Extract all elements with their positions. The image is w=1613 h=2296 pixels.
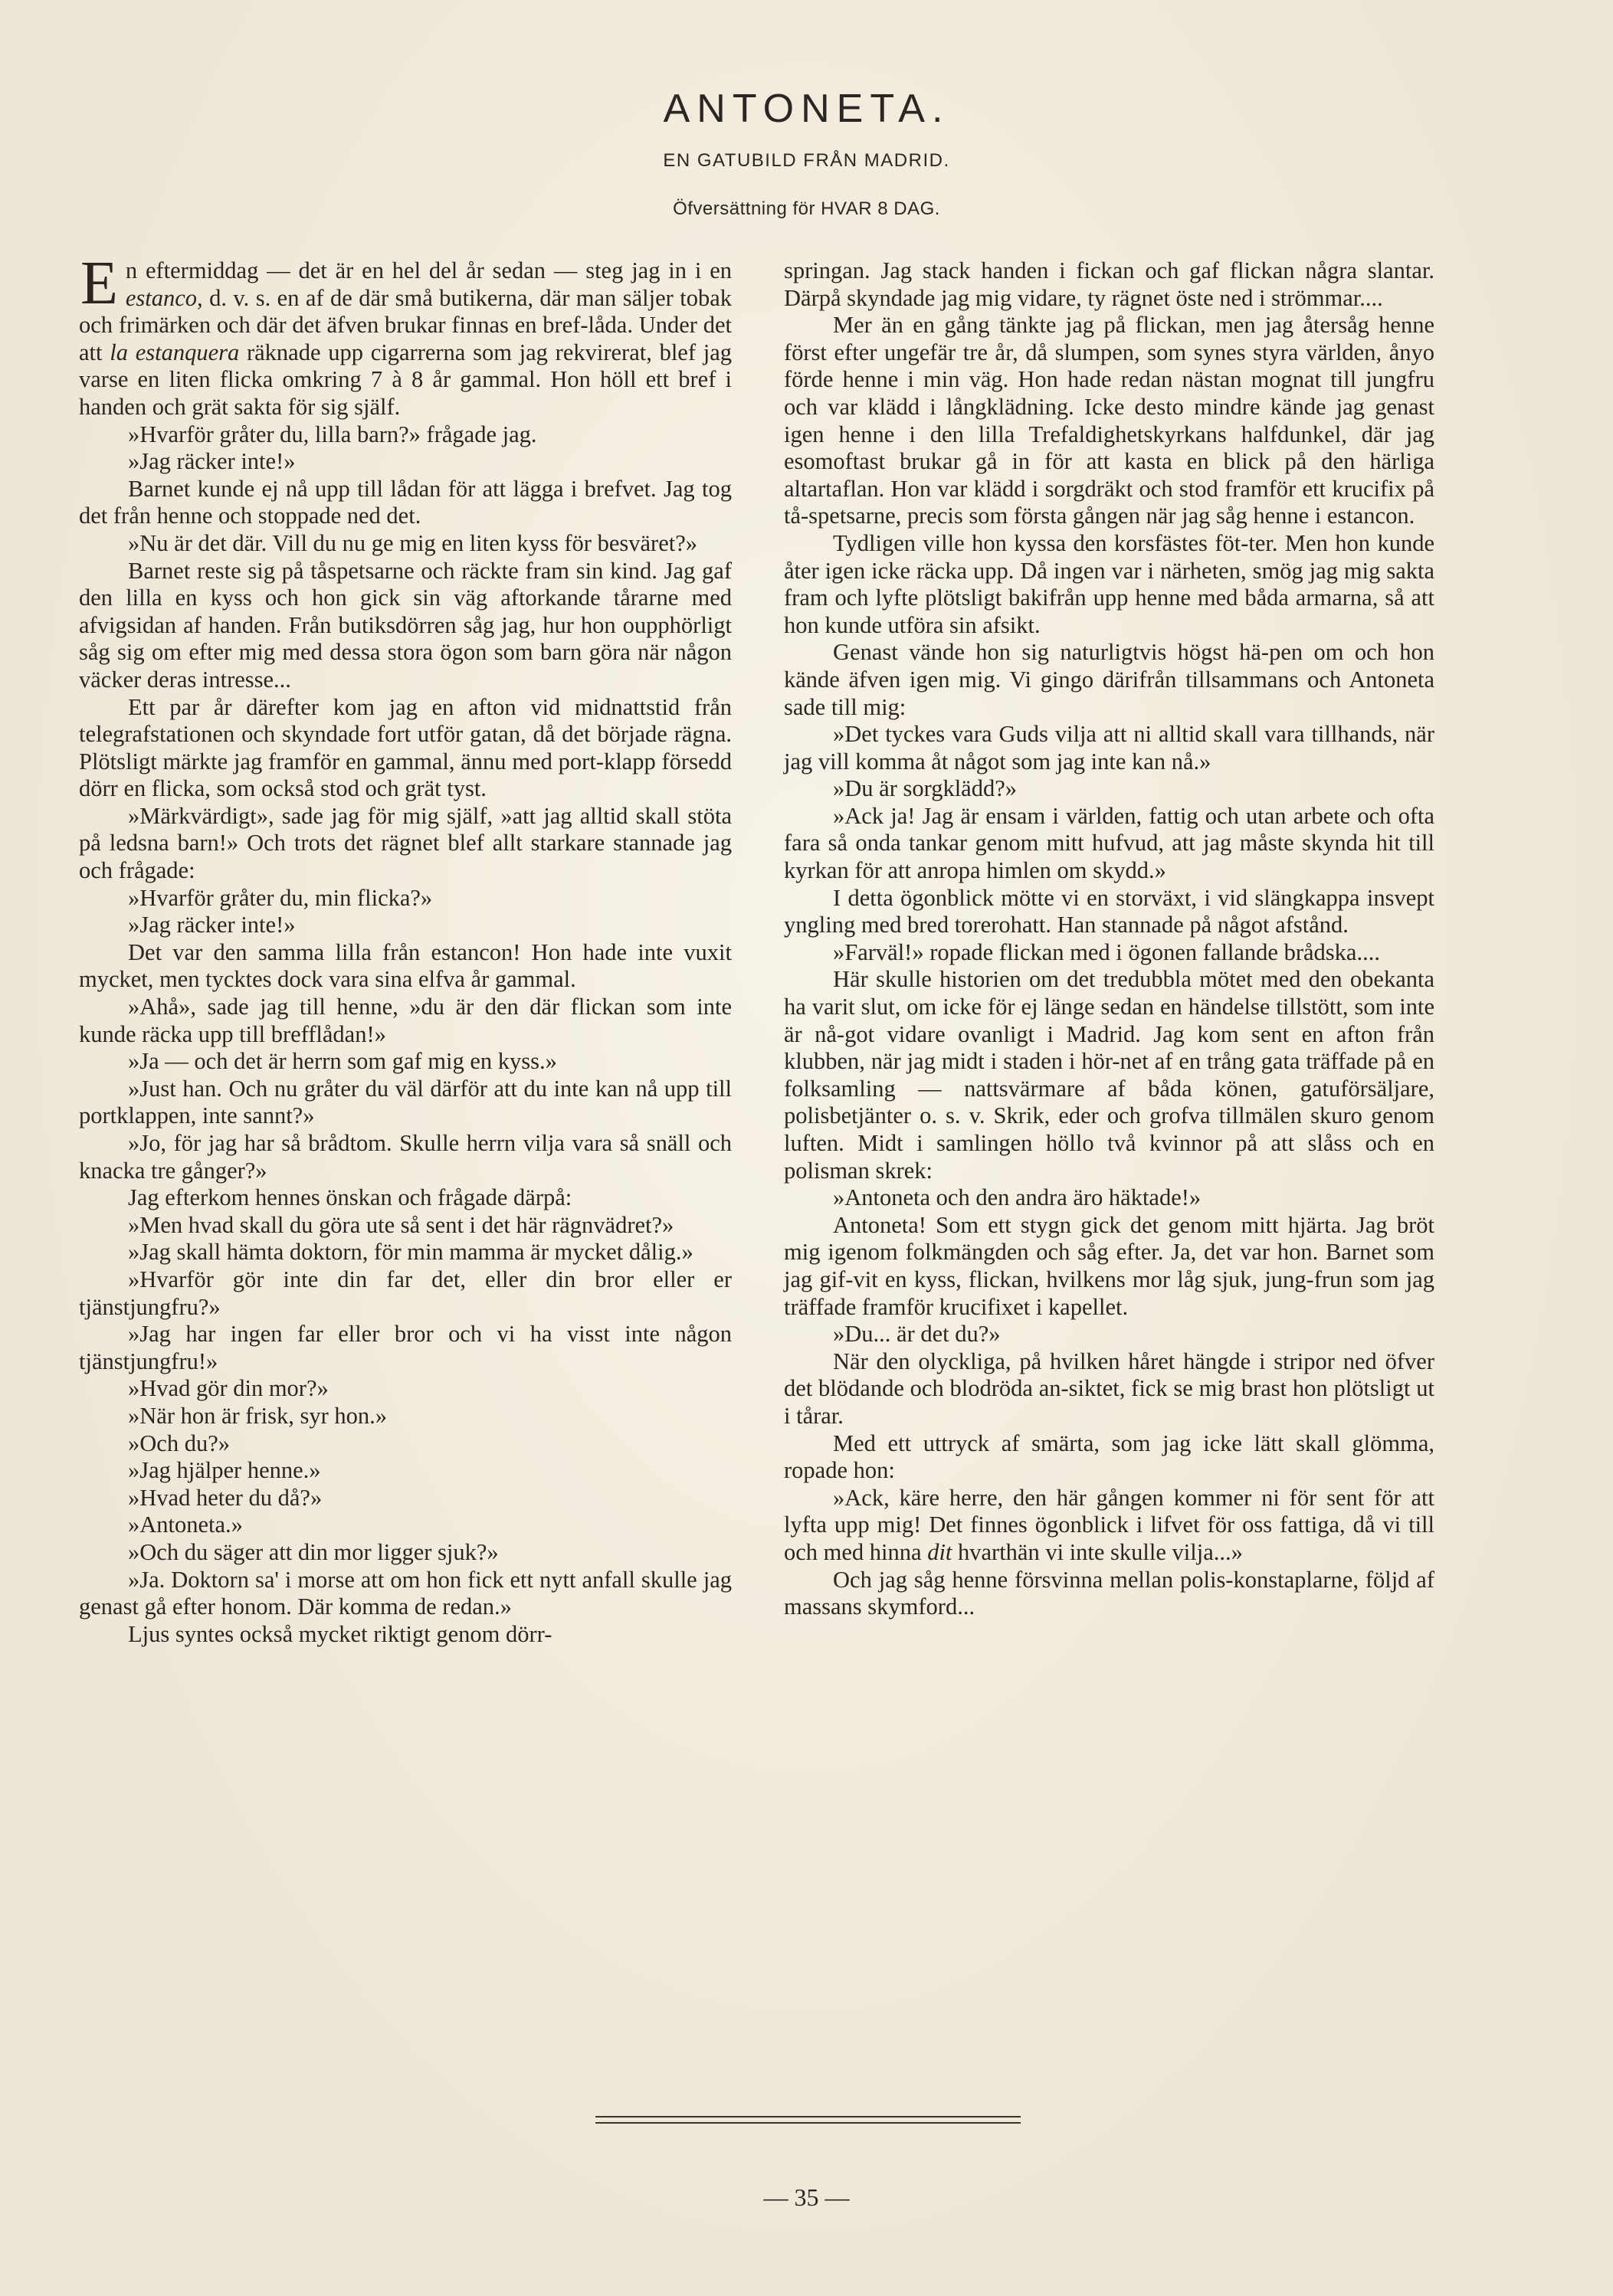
- paragraph: »Ja — och det är herrn som gaf mig en kyss.»: [128, 1048, 557, 1075]
- right-column: [784, 257, 1434, 1621]
- paragraph: »Hvarför gråter du, min flicka?»: [128, 884, 433, 911]
- paragraph: »Jo, för jag har så brådtom. Skulle herrn vilja vara så snäll och knacka tre gånger?»: [79, 1130, 732, 1184]
- paragraph: Ljus syntes också mycket riktigt genom dörr-: [128, 1620, 552, 1647]
- paragraph: »När hon är frisk, syr hon.»: [128, 1402, 387, 1429]
- ack-italic-dit: dit: [927, 1538, 952, 1565]
- ack-text-end: hvarthän vi inte skulle vilja...»: [952, 1538, 1243, 1565]
- paragraph: »Hvad heter du då?»: [128, 1484, 323, 1511]
- paragraph: Tydligen ville hon kyssa den korsfästes föt-ter. Men hon kunde åter igen icke räcka upp. Då ingen var i närheten, smög jag mig sakta fram och lyfte plötsligt bakifrån upp henne med båda armarna, så att hon kunde utföra sin afsikt.: [784, 529, 1434, 638]
- paragraph: Antoneta! Som ett stygn gick det genom mitt hjärta. Jag bröt mig igenom folkmängden och såg efter. Ja, det var hon. Barnet som jag gif-vit en kyss, flickan, hvilkens mor låg sjuk, jung-frun som jag träffade framför krucifixet i kapellet.: [784, 1211, 1434, 1320]
- opening-italic-estanquera: la estanquera: [110, 339, 240, 365]
- paragraph: »Jag räcker inte!»: [128, 448, 296, 475]
- paragraph-ack: [784, 1485, 1434, 1567]
- paragraph: »Antoneta.»: [128, 1512, 243, 1538]
- left-paragraphs: [79, 421, 732, 1649]
- paragraph: »Du är sorgklädd?»: [833, 775, 1017, 802]
- paragraph: »Hvad gör din mor?»: [128, 1375, 329, 1402]
- paragraph: »Ja. Doktorn sa' i morse att om hon fick ett nytt anfall skulle jag genast gå efter honom. Där komma de redan.»: [79, 1566, 732, 1620]
- translation-note: Öfversättning för HVAR 8 DAG.: [673, 198, 940, 219]
- ack-text-start: »Ack, käre herre, den här gången kommer ni för sent för att lyfta upp mig! Det finnes ögonblick i lifvet för oss fattiga, då vi till och med hinna: [784, 1484, 1434, 1565]
- paragraph: »Jag räcker inte!»: [128, 912, 296, 938]
- left-column: [79, 250, 732, 1648]
- footer-rule-bottom: [595, 2122, 1021, 2124]
- opening-italic-estanco: estanco,: [125, 284, 203, 311]
- paragraph: »Antoneta och den andra äro häktade!»: [833, 1184, 1202, 1211]
- paragraph: Det var den samma lilla från estancon! Hon hade inte vuxit mycket, men tycktes dock vara sina elfva år gammal.: [79, 938, 732, 993]
- paragraph: Jag efterkom hennes önskan och frågade därpå:: [128, 1184, 572, 1211]
- opening-paragraph: [79, 250, 732, 421]
- paragraph: »Och du?»: [128, 1430, 230, 1456]
- paragraph: I detta ögonblick mötte vi en storväxt, i vid slängkappa insvept yngling med bred torerohatt. Han stannade på något afstånd.: [784, 884, 1434, 938]
- paragraph: »Jag har ingen far eller bror och vi ha visst inte någon tjänstjungfru!»: [79, 1321, 732, 1374]
- opening-text-start: n eftermiddag — det är en hel del år sedan — steg jag in i en: [125, 257, 732, 283]
- paragraph: Barnet reste sig på tåspetsarne och räckte fram sin kind. Jag gaf den lilla en kyss och hon gick sin väg aftorkande tårarne med afvigsidan af handen. Från butiksdörren såg jag, hur hon oupphörligt såg sig om efter mig med dessa stora ögon som barn göra när någon väcker deras intresse...: [79, 557, 732, 693]
- paragraph: »Ahå», sade jag till henne, »du är den där flickan som inte kunde räcka upp till brefflådan!»: [79, 994, 732, 1047]
- paragraph: När den olyckliga, på hvilken håret hängde i stripor ned öfver det blödande och blodröda an-siktet, fick se mig brast hon plötsligt ut i tårar.: [784, 1348, 1434, 1429]
- paragraph: »Och du säger att din mor ligger sjuk?»: [128, 1538, 499, 1565]
- article-subtitle: EN GATUBILD FRÅN MADRID.: [663, 150, 950, 171]
- closing-paragraph: Och jag såg henne försvinna mellan polis-konstaplarne, följd af massans skymford...: [784, 1566, 1434, 1620]
- paragraph: »Jag hjälper henne.»: [128, 1457, 321, 1484]
- drop-cap: E: [80, 250, 118, 317]
- footer-rule-top: [595, 2116, 1021, 2117]
- paragraph: Med ett uttryck af smärta, som jag icke lätt skall glömma, ropade hon:: [784, 1430, 1434, 1484]
- paragraph: Genast vände hon sig naturligtvis högst hä-pen om och hon kände äfven igen mig. Vi gingo därifrån tillsammans och Antoneta sade till mig:: [784, 639, 1434, 720]
- paragraph: »Just han. Och nu gråter du väl därför att du inte kan nå upp till portklappen, inte sannt?»: [79, 1075, 732, 1129]
- article-title: ANTONETA.: [663, 87, 950, 131]
- paragraph: »Jag skall hämta doktorn, för min mamma är mycket dålig.»: [128, 1239, 693, 1266]
- paragraph: »Men hvad skall du göra ute så sent i det här rägnvädret?»: [128, 1211, 674, 1238]
- paragraph: »Hvarför gråter du, lilla barn?» frågade jag.: [128, 421, 537, 447]
- paragraph: »Ack ja! Jag är ensam i världen, fattig och utan arbete och ofta fara så onda tankar genom mitt hufvud, att jag måste skynda hit till kyrkan för att anropa himlen om skydd.»: [784, 802, 1434, 884]
- opening-text-mid: d. v. s. en af de där små butikerna, där man säljer tobak och frimärken och där det äfven brukar finnas en bref-låda. Under det att: [79, 284, 732, 365]
- paragraph: »Du... är det du?»: [833, 1321, 1001, 1348]
- paragraph: »Det tyckes vara Guds vilja att ni alltid skall vara tillhands, när jag vill komma åt något som jag inte kan nå.»: [784, 721, 1434, 775]
- paragraph: Barnet kunde ej nå upp till lådan för att lägga i brefvet. Jag tog det från henne och stoppade ned det.: [79, 475, 732, 529]
- paragraph: »Märkvärdigt», sade jag för mig själf, »att jag alltid skall stöta på ledsna barn!» Och trots det rägnet blef allt starkare stannade jag och frågade:: [79, 802, 732, 884]
- continuation-paragraph: springan. Jag stack handen i fickan och gaf flickan några slantar. Därpå skyndade jag mig vidare, ty rägnet öste ned i strömmar....: [784, 257, 1434, 311]
- page-number: — 35 —: [763, 2183, 850, 2211]
- paragraph: »Nu är det där. Vill du nu ge mig en liten kyss för besväret?»: [128, 529, 697, 556]
- right-paragraphs: [784, 312, 1434, 1430]
- paragraph: »Farväl!» ropade flickan med i ögonen fallande brådska....: [833, 938, 1380, 965]
- paragraph: Här skulle historien om det tredubbla mötet med den obekanta ha varit slut, om icke för ej länge sedan en händelse tillstött, som inte är nå-got vidare ovanligt i Madrid. Jag kom sent en afton från klubben, när jag midt i staden i hör-net af en trång gata träffade på en folksamling — nattsvärmare af båda könen, gatuförsäljare, polisbetjänter o. s. v. Skrik, eder och grofva tillmälen skuro genom luften. Midt i samlingen höllo två kvinnor på att slåss och en polisman skrek:: [784, 966, 1434, 1184]
- paragraph: »Hvarför gör inte din far det, eller din bror eller er tjänstjungfru?»: [79, 1266, 732, 1320]
- paragraph: Mer än en gång tänkte jag på flickan, men jag återsåg henne först efter ungefär tre år, då slumpen, som synes styra världen, ånyo förde henne i min väg. Hon hade redan nästan mognat till jungfru och var klädd i långklädning. Icke desto mindre kände jag genast igen henne i den lilla Trefaldighetskyrkans halfdunkel, där jag esomoftast brukar gå in för att kasta en blick på den härliga altartaflan. Hon var klädd i sorgdräkt och stod framför ett krucifix på tå-spetsarne, precis som första gången när jag såg henne i estancon.: [784, 312, 1434, 529]
- paragraph: Ett par år därefter kom jag en afton vid midnattstid från telegrafstationen och skyndade fort utför gatan, då det började rägna. Plötsligt märkte jag framför en gammal, ännu med port-klapp försedd dörr en flicka, som också stod och grät tyst.: [79, 693, 732, 802]
- opening-text-end: räknade upp cigarrerna som jag rekvirerat, blef jag varse en liten flicka omkring 7 à 8 år gammal. Hon höll ett bref i handen och grät sakta för sig själf.: [79, 339, 732, 420]
